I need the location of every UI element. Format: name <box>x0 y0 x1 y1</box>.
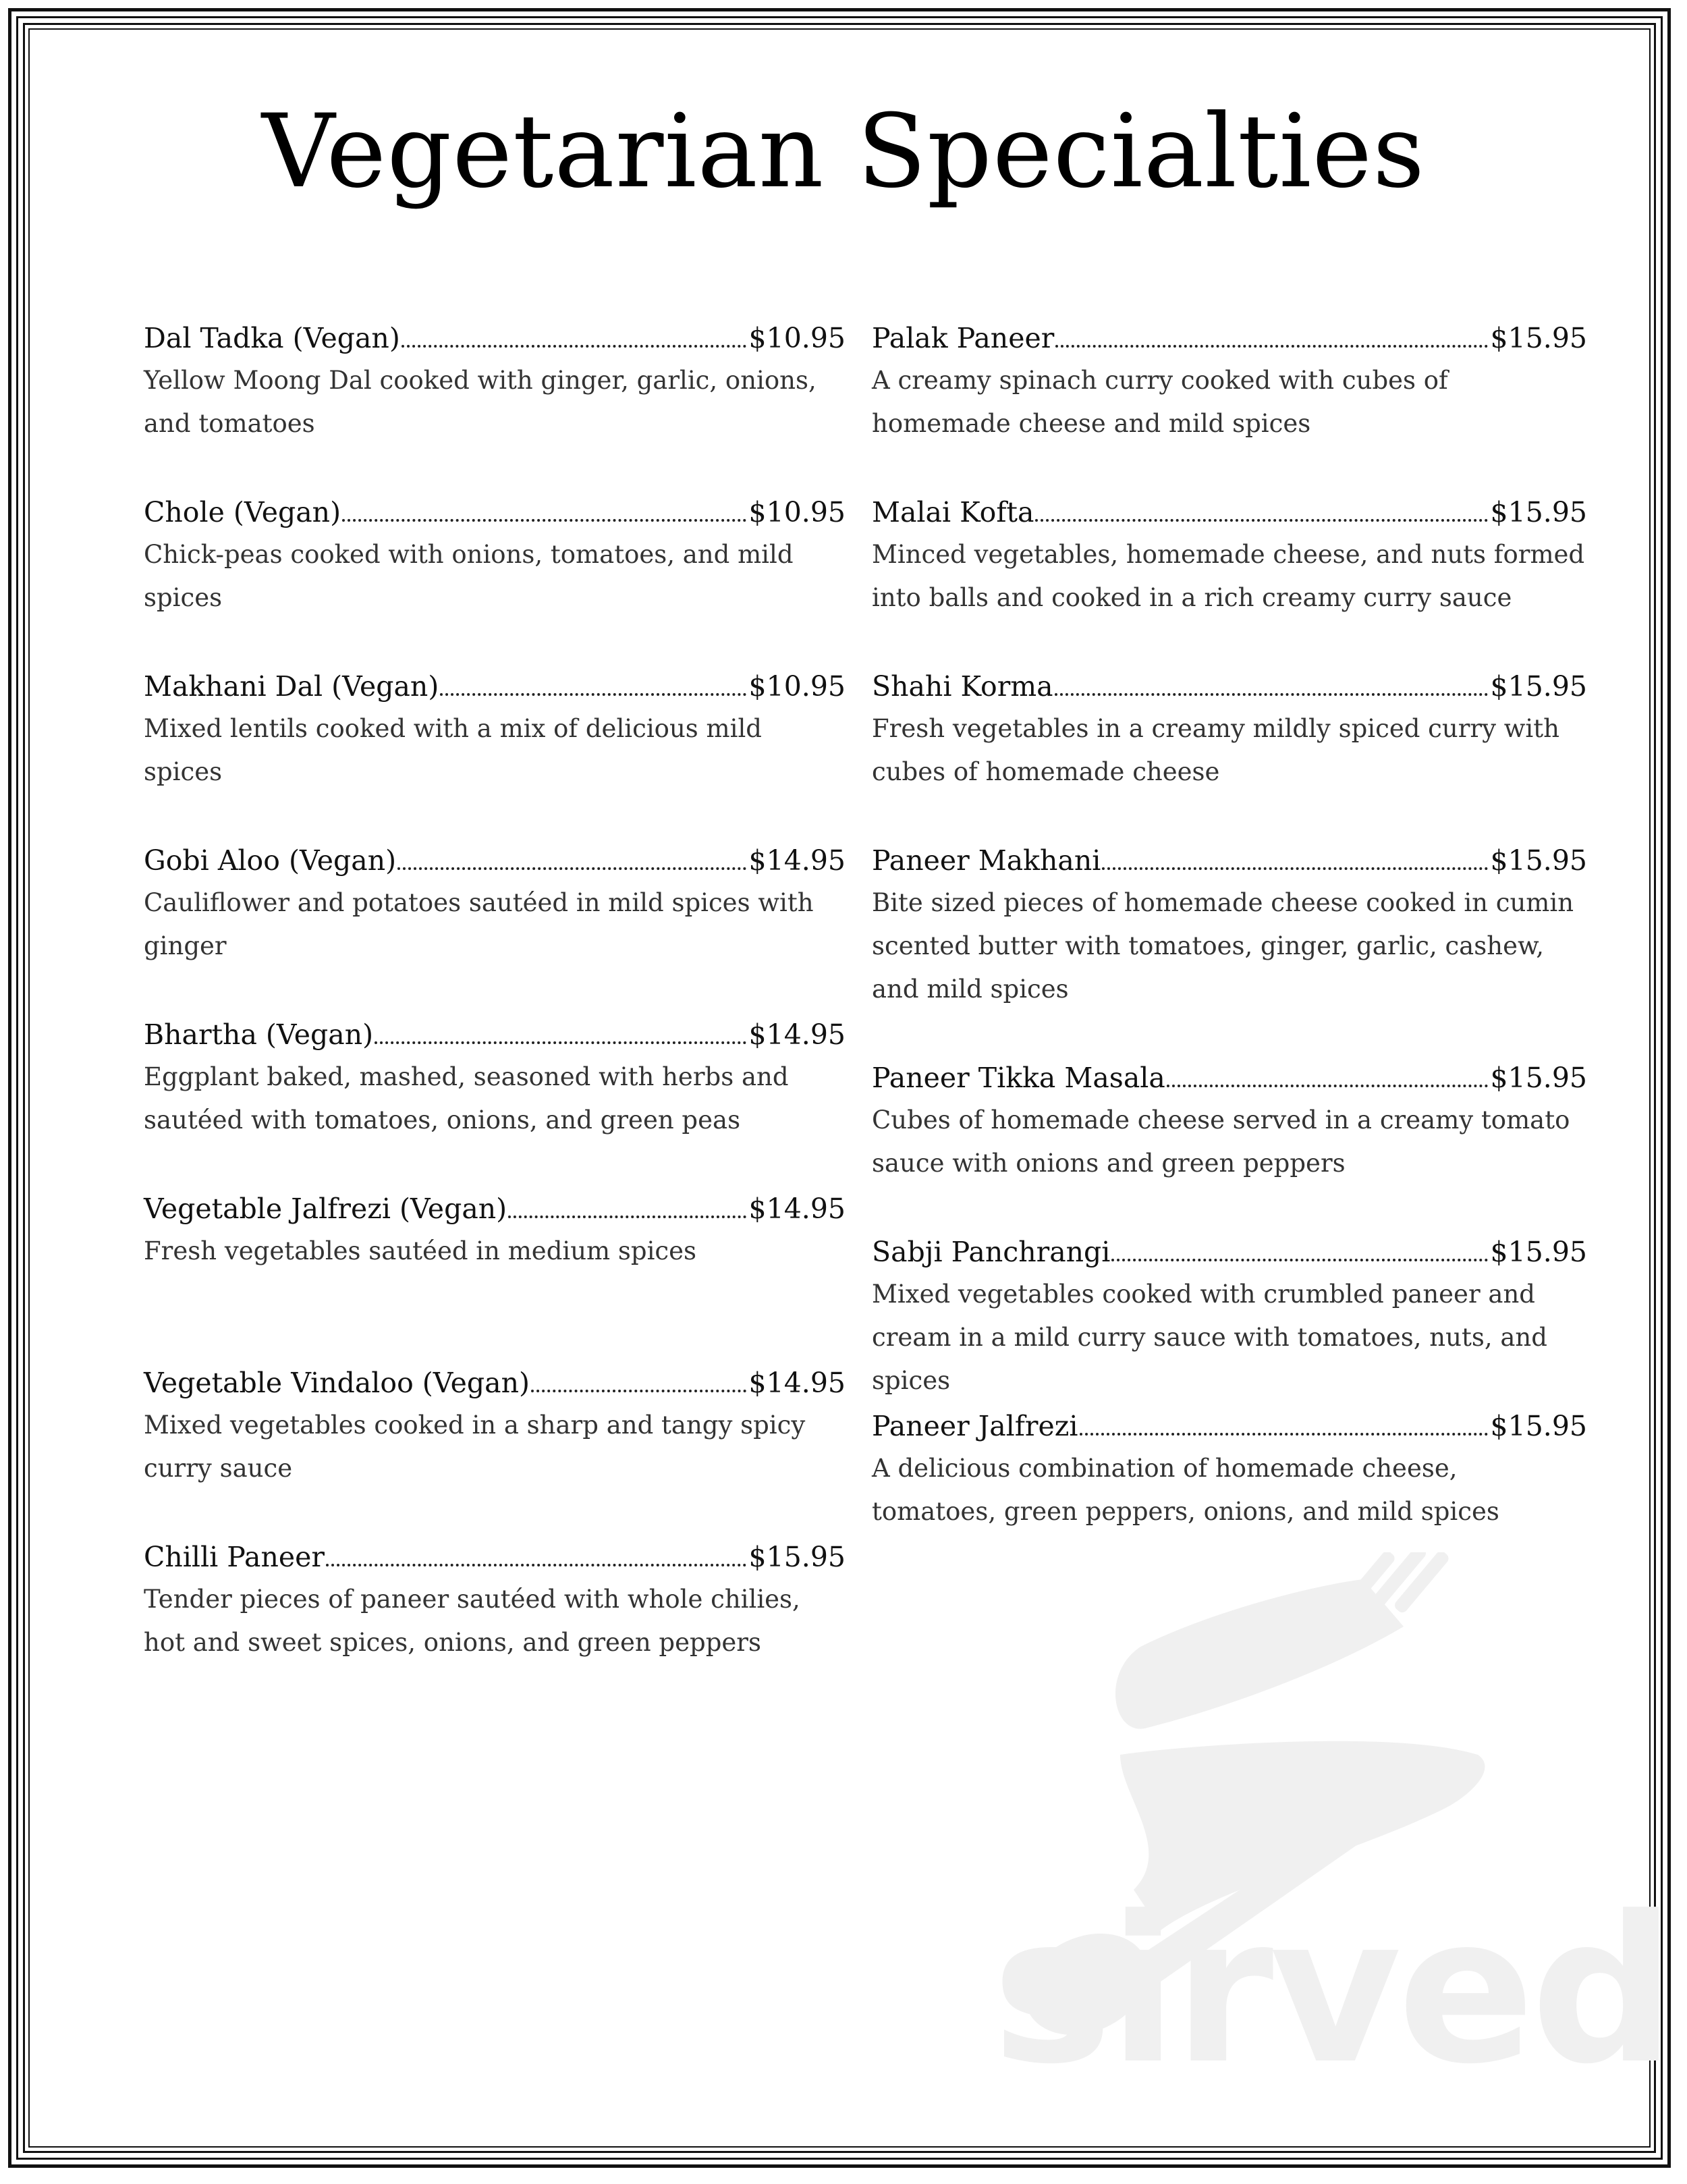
menu-item <box>144 1536 846 1664</box>
item-name: Paneer Jalfrezi <box>872 1410 1078 1442</box>
item-name: Vegetable Jalfrezi (Vegan) <box>144 1193 507 1225</box>
item-name: Gobi Aloo (Vegan) <box>144 844 397 877</box>
item-price: $14.95 <box>748 844 846 877</box>
item-description: Minced vegetables, homemade cheese, and nuts formed into balls and cooked in a rich creamy curry sauce <box>872 540 1585 612</box>
leader-dots <box>342 519 746 522</box>
item-price: $15.95 <box>748 1541 846 1573</box>
menu-item <box>872 840 1587 1011</box>
item-description: Mixed vegetables cooked with crumbled paneer and cream in a mild curry sauce with tomatoes, nuts, and spices <box>872 1280 1547 1395</box>
menu-item <box>144 491 846 620</box>
item-price: $15.95 <box>1490 496 1587 528</box>
item-price: $10.95 <box>748 322 846 354</box>
leader-dots <box>1035 519 1487 522</box>
item-name: Malai Kofta <box>872 496 1034 528</box>
item-description: Cubes of homemade cheese served in a creamy tomato sauce with onions and green peppers <box>872 1105 1570 1178</box>
leader-dots <box>1167 1085 1488 1087</box>
menu-item <box>872 1231 1587 1402</box>
menu-item <box>872 1405 1587 1533</box>
item-price: $14.95 <box>748 1193 846 1225</box>
item-price: $15.95 <box>1490 1236 1587 1268</box>
item-description: Tender pieces of paneer sautéed with whole chilies, hot and sweet spices, onions, and green peppers <box>144 1585 800 1657</box>
item-name: Paneer Tikka Masala <box>872 1062 1165 1094</box>
item-description: Fresh vegetables in a creamy mildly spiced curry with cubes of homemade cheese <box>872 714 1559 786</box>
menu-item <box>872 317 1587 445</box>
item-name: Shahi Korma <box>872 670 1053 703</box>
leader-dots <box>402 345 746 348</box>
leader-dots <box>508 1216 746 1218</box>
item-price: $14.95 <box>748 1367 846 1399</box>
item-description: Eggplant baked, mashed, seasoned with herbs and sautéed with tomatoes, onions, and green peas <box>144 1062 789 1135</box>
item-price: $15.95 <box>1490 844 1587 877</box>
item-price: $15.95 <box>1490 670 1587 703</box>
menu-item <box>144 840 846 968</box>
menu-item <box>144 1014 846 1142</box>
leader-dots <box>397 867 746 870</box>
item-name: Sabji Panchrangi <box>872 1236 1111 1268</box>
leader-dots <box>1102 867 1487 870</box>
menu-item <box>144 1188 846 1273</box>
item-price: $10.95 <box>748 670 846 703</box>
item-price: $15.95 <box>1490 1062 1587 1094</box>
item-name: Dal Tadka (Vegan) <box>144 322 400 354</box>
menu-item <box>144 665 846 794</box>
menu-item <box>144 317 846 445</box>
menu-item <box>144 1362 846 1490</box>
item-description: Fresh vegetables sautéed in medium spices <box>144 1236 697 1265</box>
leader-dots <box>1055 345 1487 348</box>
menu-title: Vegetarian Specialties <box>261 93 1426 211</box>
item-name: Chilli Paneer <box>144 1541 325 1573</box>
leader-dots <box>1080 1433 1488 1436</box>
item-name: Palak Paneer <box>872 322 1055 354</box>
menu-item <box>872 491 1587 620</box>
leader-dots <box>1111 1259 1487 1261</box>
item-price: $10.95 <box>748 496 846 528</box>
menu-item <box>872 1057 1587 1185</box>
item-description: Mixed lentils cooked with a mix of delicious mild spices <box>144 714 762 786</box>
item-name: Chole (Vegan) <box>144 496 341 528</box>
sirved-watermark: sirved <box>992 1873 1672 2108</box>
menu-item <box>872 665 1587 794</box>
item-description: Cauliflower and potatoes sautéed in mild spices with ginger <box>144 888 814 960</box>
item-description: A delicious combination of homemade cheese, tomatoes, green peppers, onions, and mild spices <box>872 1454 1499 1526</box>
leader-dots <box>531 1390 746 1392</box>
item-description: Mixed vegetables cooked in a sharp and tangy spicy curry sauce <box>144 1411 806 1483</box>
leader-dots <box>1055 693 1488 696</box>
item-price: $15.95 <box>1490 322 1587 354</box>
item-name: Vegetable Vindaloo (Vegan) <box>144 1367 530 1399</box>
item-description: Yellow Moong Dal cooked with ginger, garlic, onions, and tomatoes <box>144 366 817 438</box>
item-description: A creamy spinach curry cooked with cubes of homemade cheese and mild spices <box>872 366 1448 438</box>
leader-dots <box>375 1041 746 1044</box>
leader-dots <box>326 1564 746 1566</box>
item-name: Makhani Dal (Vegan) <box>144 670 439 703</box>
item-price: $14.95 <box>748 1018 846 1051</box>
item-name: Bhartha (Vegan) <box>144 1018 374 1051</box>
item-description: Chick-peas cooked with onions, tomatoes, and mild spices <box>144 540 794 612</box>
item-description: Bite sized pieces of homemade cheese cooked in cumin scented butter with tomatoes, ginger, garlic, cashew, and mild spices <box>872 888 1574 1004</box>
item-name: Paneer Makhani <box>872 844 1101 877</box>
item-price: $15.95 <box>1490 1410 1587 1442</box>
leader-dots <box>440 693 746 696</box>
